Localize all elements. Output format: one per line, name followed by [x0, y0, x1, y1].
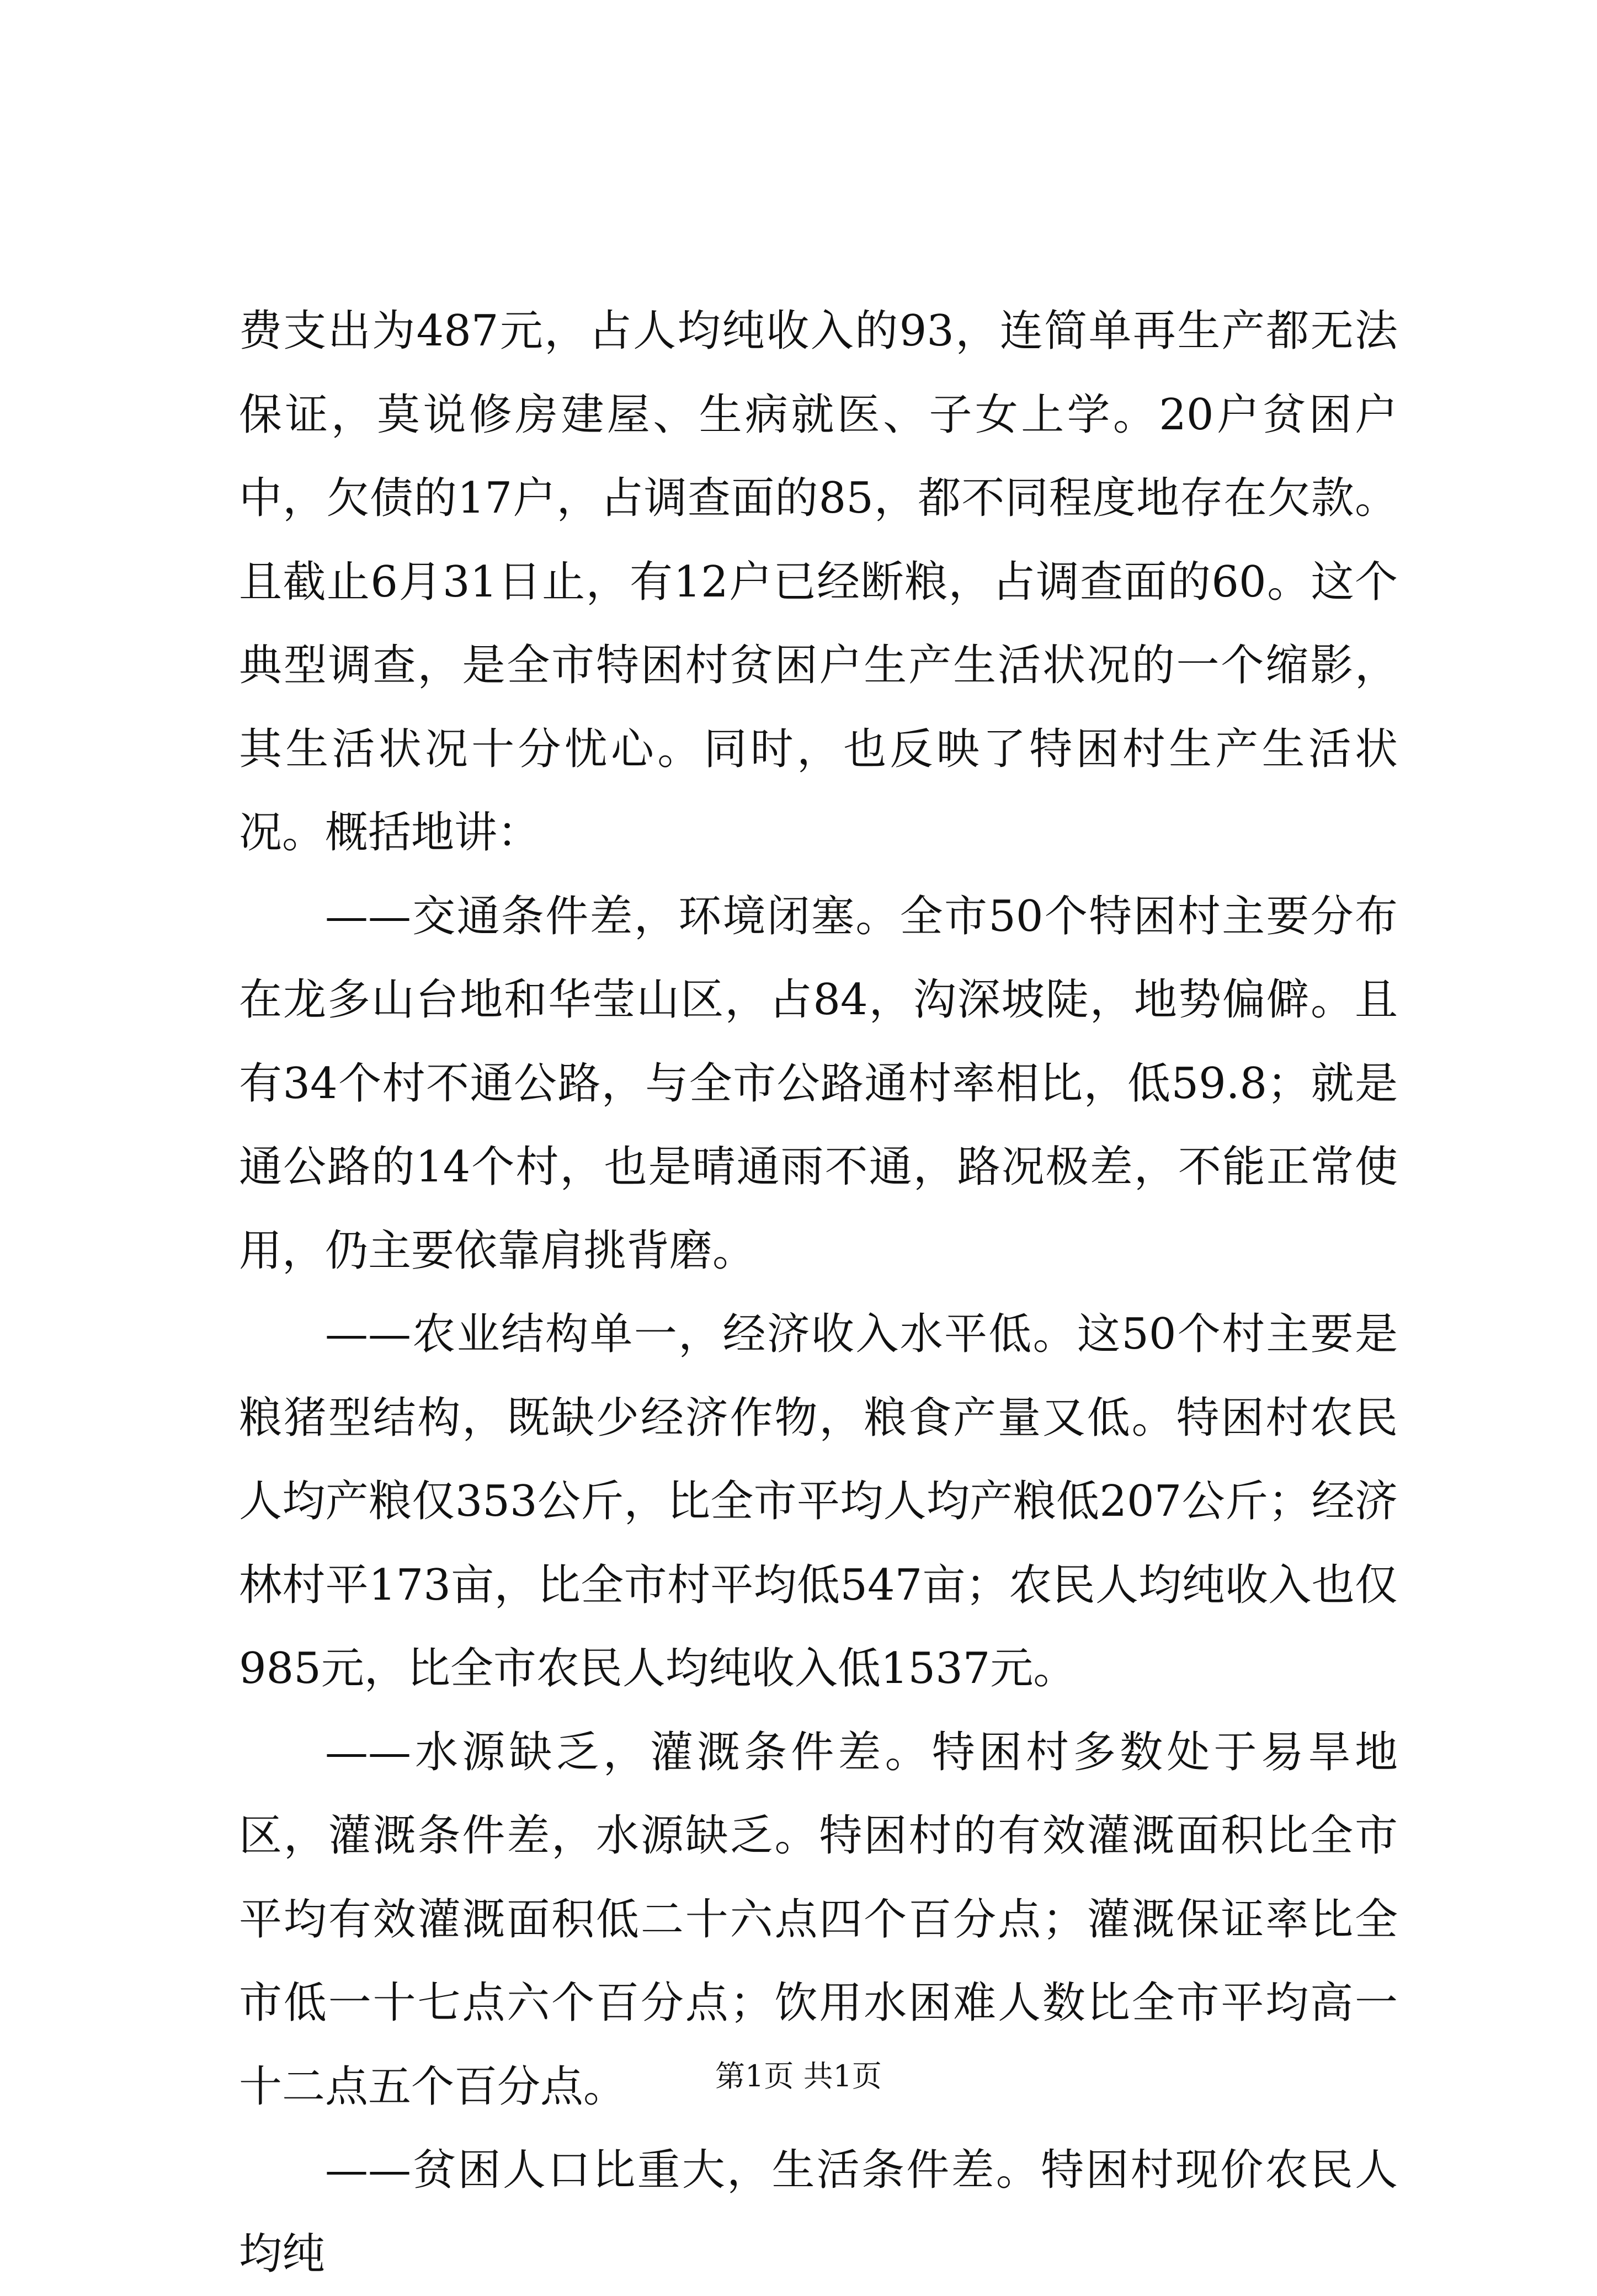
document-body [239, 290, 1398, 2296]
paragraph-3: ——农业结构单一，经济收入水平低。这50个村主要是粮猪型结构，既缺少经济作物，粮食产量又低。特困村农民人均产粮仅353公斤，比全市平均人均产粮低207公斤；经济林村平173亩，比全市村平均低547亩；农民人均纯收入也仅985元，比全市农民人均纯收入低1537元。 [239, 1309, 1398, 1693]
paragraph-4: ——水源缺乏，灌溉条件差。特困村多数处于易旱地区，灌溉条件差，水源缺乏。特困村的有效灌溉面积比全市平均有效灌溉面积低二十六点四个百分点；灌溉保证率比全市低一十七点六个百分点；饮用水困难人数比全市平均高一十二点五个百分点。 [239, 1727, 1398, 2112]
paragraph-1: 费支出为487元，占人均纯收入的93，连简单再生产都无法保证，莫说修房建屋、生病就医、子女上学。20户贫困户中，欠债的17户，占调查面的85，都不同程度地存在欠款。且截止6月31日止，有12户已经断粮，占调查面的60。这个典型调查，是全市特困村贫困户生产生活状况的一个缩影，其生活状况十分忧心。同时，也反映了特困村生产生活状况。概括地讲： [239, 306, 1398, 857]
paragraph-2: ——交通条件差，环境闭塞。全市50个特困村主要分布在龙多山台地和华莹山区，占84，沟深坡陡，地势偏僻。且有34个村不通公路，与全市公路通村率相比，低59.8；就是通公路的14个村，也是晴通雨不通，路况极差，不能正常使用，仍主要依靠肩挑背磨。 [239, 891, 1398, 1276]
page-footer: 第1页 共1页 [715, 2059, 882, 2093]
paragraph-5: ——贫困人口比重大，生活条件差。特困村现价农民人均纯 [239, 2145, 1398, 2279]
